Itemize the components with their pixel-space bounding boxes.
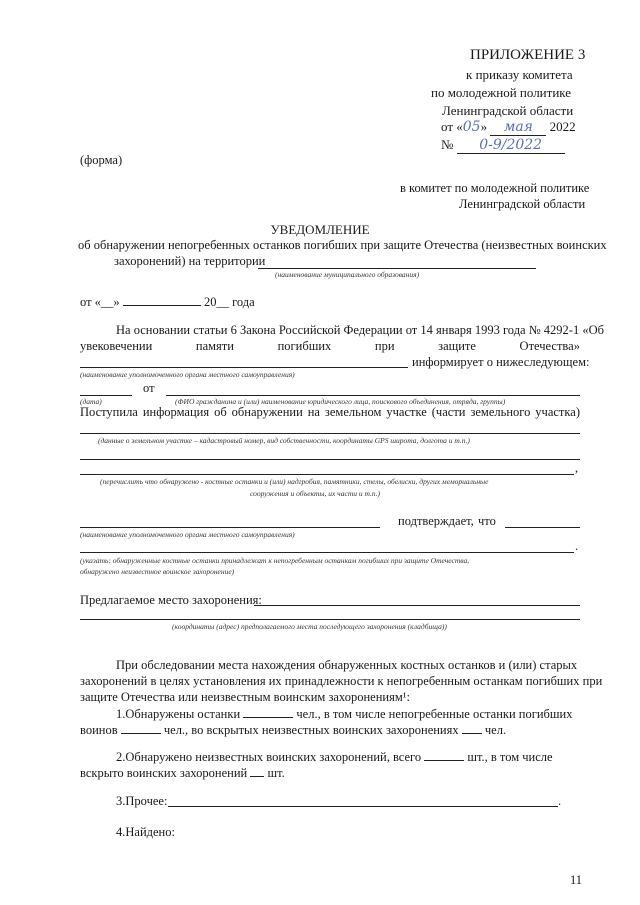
- number-prefix: №: [441, 137, 454, 152]
- item3-field[interactable]: [168, 806, 558, 807]
- local-gov-field-2[interactable]: [80, 527, 380, 528]
- number-value-handwritten: 0-9/2022: [457, 137, 565, 154]
- para1-word: погибших: [277, 339, 332, 353]
- item2-text-c: вскрыто воинских захоронений: [80, 766, 248, 780]
- item2-total-field[interactable]: [424, 760, 464, 761]
- confirm-text: подтверждает,: [398, 514, 474, 528]
- item2-text-b: шт., в том числе: [467, 750, 553, 764]
- caption-land: (данные о земельном участке – кадастровый номер, вид собственности, координаты GPS широта, долгота и т.п.): [98, 436, 470, 445]
- para1-word: памяти: [195, 339, 234, 353]
- item2-text-d: шт.: [267, 766, 285, 780]
- document-title: УВЕДОМЛЕНИЕ: [270, 222, 370, 237]
- addressee-line2: Ленинградской области: [459, 197, 586, 211]
- date-prefix: от «: [441, 119, 463, 134]
- date-line-suffix: года: [232, 295, 255, 309]
- found-field-1[interactable]: [80, 459, 580, 460]
- item2-line1: [116, 750, 553, 765]
- item2-line2: [80, 766, 285, 781]
- date-month-handwritten: мая: [490, 119, 546, 136]
- found-field-2[interactable]: [80, 474, 574, 475]
- annex-line1: к приказу комитета: [466, 67, 573, 82]
- para1-word: Отечества»: [519, 339, 580, 353]
- date-day-handwritten: 05: [462, 119, 481, 135]
- para3-line2: захоронений в целях установления их принадлежности к непогребенным останкам погибших при: [80, 674, 603, 688]
- annex-line2: по молодежной политике: [431, 85, 572, 100]
- comma: ,: [575, 461, 579, 475]
- annex-date: [441, 119, 576, 136]
- caption-list-line2: сооружения и объекты, их части и т.п.): [250, 489, 380, 498]
- para1-line2: [80, 339, 580, 354]
- local-gov-field[interactable]: [80, 367, 408, 368]
- subtitle-line1: об обнаружении непогребенных останков погибших при защите Отечества (неизвестных воинских: [78, 238, 607, 252]
- coords-field[interactable]: [80, 619, 580, 620]
- dot: .: [575, 539, 579, 553]
- annex-number: [441, 137, 565, 154]
- page-number: 11: [570, 873, 583, 887]
- caption-municipality: (наименование муниципального образования): [275, 270, 420, 279]
- para1-line3: информирует о нижеследующем:: [412, 355, 590, 369]
- annex-title: ПРИЛОЖЕНИЕ 3: [470, 47, 586, 63]
- indicate-field[interactable]: [80, 552, 574, 553]
- para1-word: при: [374, 339, 395, 353]
- proposed-place-label: Предлагаемое место захоронения:: [80, 593, 262, 607]
- item1-text-e: чел.: [484, 723, 507, 737]
- caption-date: (дата): [80, 397, 102, 406]
- caption-coords: (координаты (адрес) предполагаемого места последующего захоронения (кладбища)): [172, 622, 447, 631]
- item1-line2: [80, 723, 506, 738]
- para1-line1: На основании статьи 6 Закона Российской Федерации от 14 января 1993 года № 4292-1 «Об: [116, 323, 604, 337]
- para3-line3: защите Отечества или неизвестным воинским захоронениям¹:: [80, 690, 410, 704]
- caption-indicate-line2: обнаружено неизвестное воинское захоронение): [80, 567, 235, 576]
- land-field[interactable]: [80, 433, 580, 434]
- date-line-prefix: от «__»: [80, 295, 120, 309]
- item2-opened-field[interactable]: [250, 776, 264, 777]
- addressee-line1: в комитет по молодежной политике: [400, 181, 590, 195]
- para3-line1: При обследовании места нахождения обнаруженных костных останков и (или) старых: [116, 658, 578, 672]
- item1-text-b: чел., в том числе непогребенные останки погибших: [296, 707, 573, 721]
- item2-text-a: 2.Обнаружено неизвестных воинских захоронений, всего: [116, 750, 422, 764]
- caption-person: (ФИО гражданина и (или) наименование юридического лица, поискового объединения, отряда, группы): [175, 397, 506, 406]
- date-year: 2022: [549, 119, 576, 134]
- from-word: от: [143, 381, 155, 395]
- municipality-field[interactable]: [258, 268, 536, 269]
- caption-local-gov-2: (наименование уполномоченного органа местного самоуправления): [80, 530, 295, 539]
- that-word: что: [478, 514, 496, 528]
- date-line: [80, 295, 255, 310]
- date-mid: »: [480, 119, 488, 134]
- subtitle-line2: захоронений) на территории: [114, 254, 266, 268]
- date-line-year: 20__: [203, 295, 229, 309]
- proposed-place-field[interactable]: [254, 605, 580, 606]
- form-label: (форма): [80, 153, 123, 167]
- item1-line1: [116, 707, 572, 722]
- para2: Поступила информация об обнаружении на земельном участке (части земельного участка): [80, 405, 580, 419]
- caption-list-line1: (перечислить что обнаружено - костные останки и (или) надгробия, памятники, стелы, обелиски, других мемориальные: [100, 477, 489, 486]
- date-line-month-field[interactable]: [123, 305, 201, 306]
- caption-indicate-line1: (указать: обнаруженные костные останки принадлежат к непогребенным останкам погибших при защите Отечества,: [80, 556, 470, 565]
- date-field[interactable]: [80, 395, 132, 396]
- caption-local-gov: (наименование уполномоченного органа местного самоуправления): [80, 370, 295, 379]
- person-field[interactable]: [166, 395, 580, 396]
- item1-text-c: воинов: [80, 723, 118, 737]
- annex-line3: Ленинградской области: [442, 103, 574, 118]
- item1-text-a: 1.Обнаружены останки: [116, 707, 241, 721]
- item3-dot: .: [558, 794, 562, 808]
- para1-word: защите: [438, 339, 476, 353]
- confirm-field[interactable]: [505, 527, 580, 528]
- item1-text-d: чел., во вскрытых неизвестных воинских захоронениях: [163, 723, 459, 737]
- item3-label: 3.Прочее:: [116, 794, 168, 808]
- item1-total-field[interactable]: [243, 717, 293, 718]
- para1-word: увековечении: [80, 339, 153, 353]
- item1-opened-field[interactable]: [462, 733, 482, 734]
- item1-soldiers-field[interactable]: [121, 733, 161, 734]
- item4-label: 4.Найдено:: [116, 825, 175, 839]
